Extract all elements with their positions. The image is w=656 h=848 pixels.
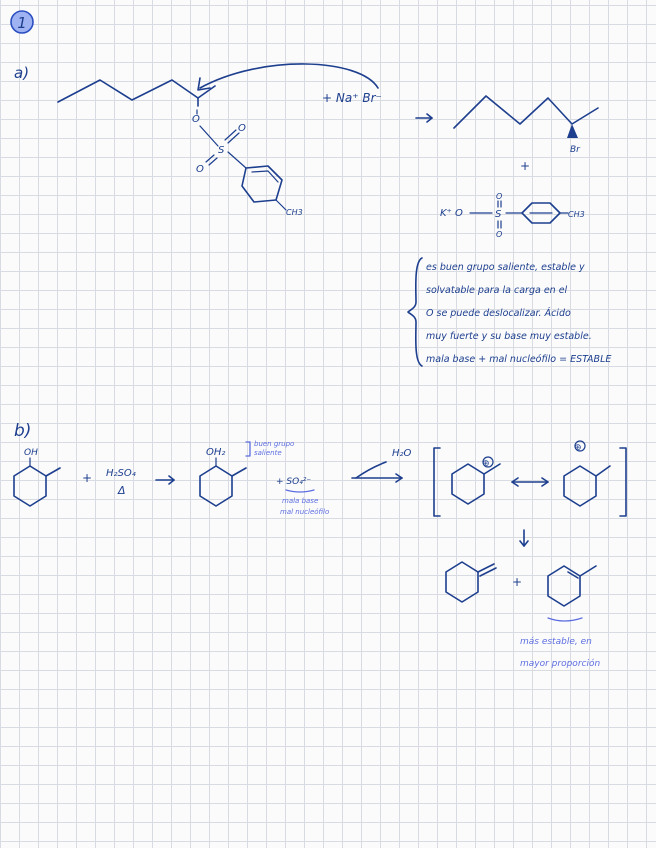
note-brace (408, 258, 422, 366)
tosylate-oxygen-double-1: O (238, 123, 246, 134)
note-line-2: solvatable para la carga en el (426, 285, 568, 296)
reactant-chain (58, 80, 215, 102)
note-line-1: es buen grupo saliente, estable y (426, 262, 585, 273)
product-note-1: más estable, en (520, 637, 592, 647)
reagent-nabr: + Na⁺ Br⁻ (322, 91, 382, 105)
endocyclic-alkene-ring (548, 566, 580, 606)
byproduct-sulfur: S (495, 209, 502, 220)
tosylate-oxygen: O (192, 114, 200, 125)
byproduct-cation: K⁺ O (440, 208, 463, 219)
product-note-2: mayor proporción (520, 659, 601, 669)
tosyl-methyl: CH3 (286, 208, 303, 217)
reactant-oh: OH (24, 448, 38, 458)
carbocation-charge-1: ⊕ (482, 459, 490, 469)
tosylate-oxygen-double-2: O (196, 164, 204, 175)
reagent-h2so4: H₂SO₄ (106, 468, 136, 479)
carbocation-charge-2: ⊕ (574, 443, 582, 453)
attack-arrow (200, 64, 378, 88)
water-loss: H₂O (392, 448, 412, 459)
product-br: Br (570, 145, 580, 155)
sulfate-ion: + SO₄²⁻ (276, 477, 312, 487)
note-line-5: mala base + mal nucleófilo = ESTABLE (426, 354, 612, 365)
heat-symbol: Δ (118, 484, 126, 497)
tosylate-sulfur: S (218, 145, 225, 156)
product-chain (454, 96, 598, 128)
cyclohexanol-ring (14, 466, 46, 506)
byproduct-methyl: CH3 (568, 210, 585, 219)
plus-1: + (82, 471, 93, 485)
byproduct-oxygen-top: O (496, 192, 503, 201)
part-b-label: b) (14, 421, 32, 441)
problem-number: 1 (17, 14, 27, 32)
exocyclic-alkene-ring (446, 562, 478, 602)
part-a-label: a) (14, 64, 30, 82)
bracket-right (620, 448, 626, 516)
carbocation-ring-2 (564, 466, 596, 506)
protonated-ring (200, 466, 232, 506)
byproduct-plus: + (520, 159, 531, 173)
bracket-left (434, 448, 440, 516)
products-plus: + (512, 575, 523, 589)
note-line-4: muy fuerte y su base muy estable. (426, 331, 592, 342)
problem-number-badge (11, 11, 33, 33)
leaving-note-1: buen grupo (254, 440, 295, 448)
leaving-note-2: saliente (254, 449, 282, 457)
sulfate-note-2: mal nucleófilo (280, 508, 330, 516)
note-line-3: O se puede deslocalizar. Ácido (426, 308, 571, 319)
byproduct-oxygen-bottom: O (496, 230, 503, 239)
product-br-wedge (567, 124, 578, 138)
protonated-oh2: OH₂ (206, 447, 226, 458)
sulfate-note-1: mala base (282, 497, 319, 505)
part-a-note (426, 262, 611, 365)
carbocation-ring-1 (452, 464, 484, 504)
